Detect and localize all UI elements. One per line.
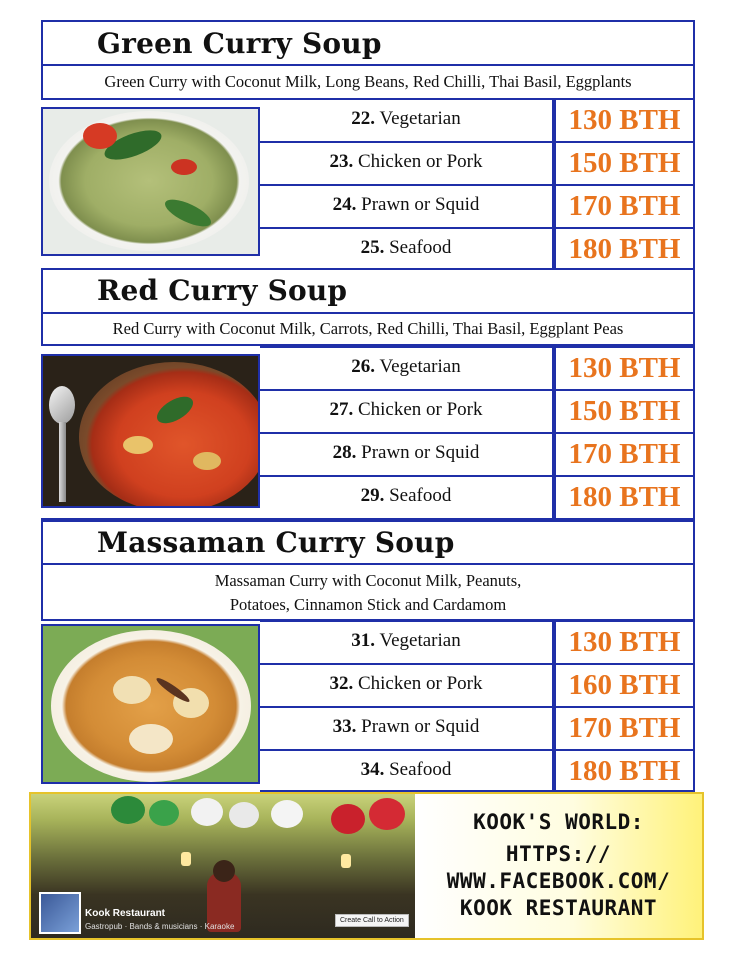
item-name: Prawn or Squid — [361, 716, 480, 737]
section-title-row — [41, 268, 695, 312]
menu-item-row — [260, 749, 695, 792]
item-number: 24. — [332, 194, 357, 215]
cta-button[interactable]: Create Call to Action — [335, 914, 409, 927]
spoon-image — [49, 386, 75, 424]
menu-item-row — [260, 98, 695, 141]
section-title: Green Curry Soup — [97, 27, 382, 60]
description-text-line2: Potatoes, Cinnamon Stick and Cardamom — [229, 595, 507, 614]
item-name-cell — [260, 706, 554, 749]
item-number: 31. — [351, 630, 376, 651]
potato-image — [113, 676, 151, 704]
description-text: Green Curry with Coconut Milk, Long Beans, Red Chilli, Thai Basil, Eggplants — [104, 72, 632, 91]
item-name: Chicken or Pork — [357, 673, 483, 694]
facebook-footer — [29, 792, 704, 940]
item-name: Prawn or Squid — [361, 194, 480, 215]
footer-heading: KOOK'S WORLD: — [473, 810, 644, 834]
menu-item-row — [260, 346, 695, 389]
green-curry-photo — [41, 107, 260, 256]
item-price: 150 BTH — [554, 141, 695, 184]
item-price: 180 BTH — [554, 749, 695, 792]
red-curry-photo — [41, 354, 260, 508]
item-price: 180 BTH — [554, 227, 695, 270]
item-name: Chicken or Pork — [357, 399, 483, 420]
item-price: 170 BTH — [554, 184, 695, 227]
menu-item-row — [260, 620, 695, 663]
item-number: 25. — [360, 237, 385, 258]
item-name-cell — [260, 475, 554, 518]
item-name-cell — [260, 620, 554, 663]
section-title-row — [41, 20, 695, 64]
item-name-cell — [260, 227, 554, 270]
description-text-line1: Massaman Curry with Coconut Milk, Peanuts, — [214, 571, 522, 590]
item-price: 130 BTH — [554, 98, 695, 141]
section-title: Red Curry Soup — [97, 274, 348, 307]
spoon-handle-image — [59, 422, 66, 502]
lamp-image — [181, 852, 191, 866]
item-name: Vegetarian — [379, 356, 461, 377]
item-number: 32. — [329, 673, 354, 694]
section-title-row — [41, 520, 695, 564]
item-number: 33. — [332, 716, 357, 737]
item-number: 26. — [351, 356, 376, 377]
item-name: Seafood — [389, 485, 452, 506]
item-price: 170 BTH — [554, 432, 695, 475]
vegetable-image — [123, 436, 153, 454]
item-price: 150 BTH — [554, 389, 695, 432]
item-price: 160 BTH — [554, 663, 695, 706]
balloon-image — [111, 796, 145, 824]
item-name: Vegetarian — [379, 630, 461, 651]
item-price: 170 BTH — [554, 706, 695, 749]
item-name-cell — [260, 141, 554, 184]
footer-url-line2[interactable]: WWW.FACEBOOK.COM/ — [446, 869, 671, 893]
item-price: 130 BTH — [554, 620, 695, 663]
item-name-cell — [260, 432, 554, 475]
facebook-link-panel — [415, 794, 702, 938]
balloon-image — [331, 804, 365, 834]
item-number: 28. — [332, 442, 357, 463]
item-price: 130 BTH — [554, 346, 695, 389]
section-description — [41, 64, 695, 100]
item-number: 22. — [351, 108, 376, 129]
menu-item-row — [260, 432, 695, 475]
massaman-curry-section — [41, 520, 695, 792]
item-name-cell — [260, 389, 554, 432]
footer-url-line3[interactable]: KOOK RESTAURANT — [459, 896, 658, 920]
menu-item-row — [260, 227, 695, 270]
menu-item-row — [260, 141, 695, 184]
profile-picture — [39, 892, 81, 934]
person-head-image — [213, 860, 235, 882]
item-number: 23. — [329, 151, 354, 172]
item-name: Prawn or Squid — [361, 442, 480, 463]
menu-item-row — [260, 706, 695, 749]
page-categories: Gastropub · Bands & musicians · Karaoke — [85, 922, 235, 931]
balloon-image — [229, 802, 259, 828]
item-number: 34. — [360, 759, 385, 780]
bowl-image — [51, 630, 251, 782]
item-name-cell — [260, 98, 554, 141]
item-price: 180 BTH — [554, 475, 695, 518]
massaman-curry-photo — [41, 624, 260, 784]
menu-item-row — [260, 184, 695, 227]
footer-url-line1[interactable]: HTTPS:// — [505, 842, 612, 866]
chilli-image — [83, 123, 117, 149]
red-curry-section — [41, 268, 695, 520]
item-name-cell — [260, 663, 554, 706]
item-name: Vegetarian — [379, 108, 461, 129]
lamp-image — [341, 854, 351, 868]
balloon-image — [271, 800, 303, 828]
section-title: Massaman Curry Soup — [97, 526, 455, 559]
item-name-cell — [260, 184, 554, 227]
green-curry-section — [41, 20, 695, 270]
item-number: 27. — [329, 399, 354, 420]
balloon-image — [191, 798, 223, 826]
bowl-image — [79, 362, 260, 508]
item-number: 29. — [360, 485, 385, 506]
section-description — [41, 312, 695, 346]
item-name-cell — [260, 749, 554, 792]
item-name: Seafood — [389, 759, 452, 780]
menu-item-row — [260, 389, 695, 432]
menu-item-row — [260, 663, 695, 706]
item-name-cell — [260, 346, 554, 389]
menu-item-row — [260, 475, 695, 518]
vegetable-image — [193, 452, 221, 470]
section-description — [41, 563, 695, 621]
chicken-image — [129, 724, 173, 754]
description-text: Red Curry with Coconut Milk, Carrots, Red Chilli, Thai Basil, Eggplant Peas — [112, 319, 624, 338]
balloon-image — [149, 800, 179, 826]
item-name: Chicken or Pork — [357, 151, 483, 172]
balloon-image — [369, 798, 405, 830]
item-name: Seafood — [389, 237, 452, 258]
page-name: Kook Restaurant — [85, 908, 166, 919]
chilli-image — [171, 159, 197, 175]
facebook-page-screenshot — [31, 794, 415, 938]
